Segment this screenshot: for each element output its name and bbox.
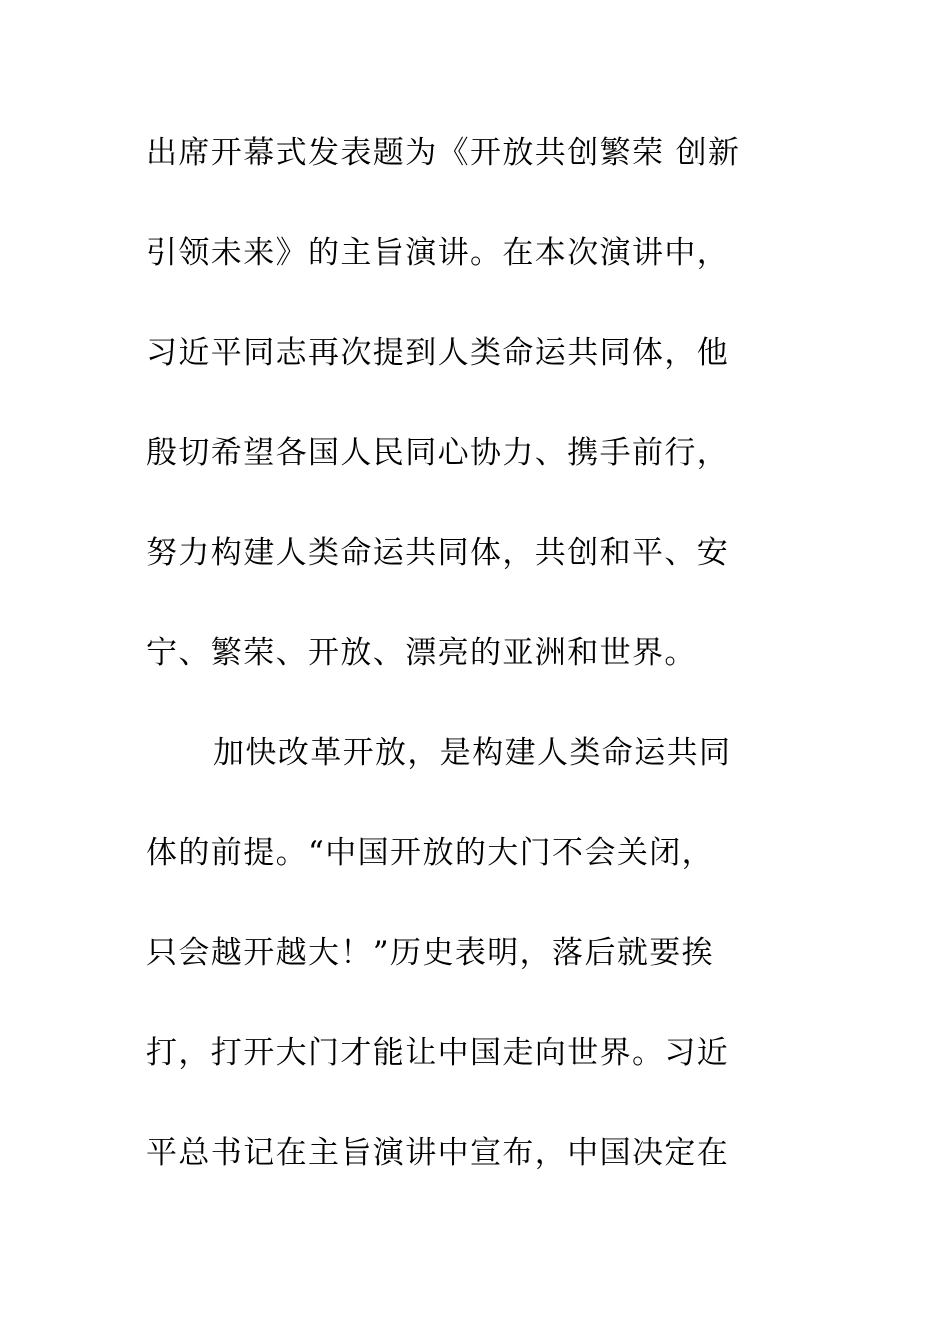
text-line-4: 殷切希望各国人民同心协力、携手前行， <box>146 435 730 471</box>
text-line-10: 打，打开大门才能让中国走向世界。习近 <box>146 1035 730 1071</box>
text-line-1: 出席开幕式发表题为《开放共创繁荣 创新 <box>146 135 741 171</box>
body-text <box>146 126 806 1226</box>
text-line-9: 只会越开越大！”历史表明，落后就要挨 <box>146 935 715 971</box>
text-line-2: 引领未来》的主旨演讲。在本次演讲中， <box>146 235 730 271</box>
text-line-8: 体的前提。“中国开放的大门不会关闭， <box>146 835 715 871</box>
paragraph-start-line: 加快改革开放，是构建人类命运共同 <box>213 735 732 771</box>
text-line-11: 平总书记在主旨演讲中宣布，中国决定在 <box>146 1135 730 1171</box>
text-line-5: 努力构建人类命运共同体，共创和平、安 <box>146 535 730 571</box>
text-line-6: 宁、繁荣、开放、漂亮的亚洲和世界。 <box>146 635 697 671</box>
text-line-3: 习近平同志再次提到人类命运共同体，他 <box>146 335 730 371</box>
